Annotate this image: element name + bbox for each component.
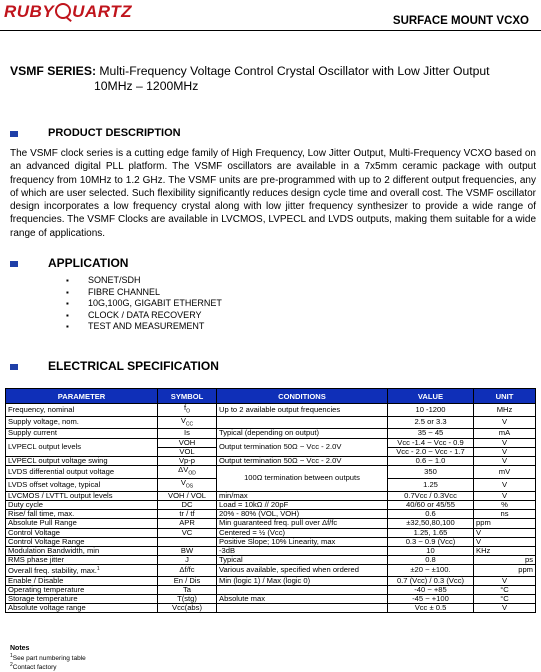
section-heading: APPLICATION [48,256,129,270]
table-cell: Positive Slope; 10% Linearity, max [217,537,388,546]
application-list [66,275,222,333]
table-cell: Overall freq. stability, max.$^1$ [6,565,158,576]
table-cell: V [474,438,536,447]
table-cell: V [474,457,536,466]
table-row [6,466,536,479]
table-cell: % [474,500,536,509]
table-cell: VOL [158,447,217,456]
table-cell: V [474,416,536,429]
table-row [6,556,536,565]
table-cell: Absolute max [217,594,388,603]
table-cell: DC [158,500,217,509]
table-cell: ±20 ~ ±100. [388,565,474,576]
section-bullet-icon [10,261,18,267]
header-title: SURFACE MOUNT VCXO [392,15,529,27]
table-row [6,457,536,466]
table-row [6,429,536,438]
table-cell: 40/60 or 45/55 [388,500,474,509]
table-cell: Supply voltage, nom. [6,416,158,429]
table-cell: T(stg) [158,594,217,603]
list-item: ▪ SONET/SDH [66,275,222,287]
table-cell: RMS phase jitter [6,556,158,565]
table-row [6,438,536,447]
table-cell: ps [474,556,536,565]
table-cell [217,585,388,594]
table-cell: APR [158,519,217,528]
column-header: UNIT [474,389,536,404]
table-cell: VOH [158,438,217,447]
table-cell: Absolute voltage range [6,604,158,613]
table-cell: VOH / VOL [158,491,217,500]
note-item: $^2$Contact factory [10,662,57,671]
table-cell: $\Delta V_{OD}$ [158,466,217,479]
table-cell: -40 ~ +85 [388,585,474,594]
ruby-quartz-logo: RUBY UARTZ [4,2,132,21]
table-row [6,510,536,519]
electrical-spec-table [5,388,536,613]
list-item: ▪ FIBRE CHANNEL [66,287,222,299]
table-cell: Centered = ½ (Vcc) [217,528,388,537]
table-cell: Control Voltage [6,528,158,537]
table-cell: Typical [217,556,388,565]
table-cell: Frequency, nominal [6,404,158,417]
table-row [6,576,536,585]
section-bullet-icon [10,364,18,370]
notes [10,645,86,672]
series-range: 10MHz – 1200MHz [94,79,199,93]
table-cell: 1.25 [388,478,474,491]
series-label: VSMF SERIES: [10,64,97,78]
table-cell: $f_O$ [158,404,217,417]
table-cell: LVDS offset voltage, typical [6,478,158,491]
section-application [10,256,128,270]
list-item: ▪ 10G,100G, GIGABIT ETHERNET [66,298,222,310]
table-cell: V [474,604,536,613]
table-cell: mA [474,429,536,438]
table-cell: 0.3 ~ 0.9 (Vcc) [388,537,474,546]
table-cell: V [474,491,536,500]
section-heading: ELECTRICAL SPECIFICATION [48,359,219,373]
table-cell: Storage temperature [6,594,158,603]
table-cell: LVDS differential output voltage [6,466,158,479]
table-cell: 10 -1200 [388,404,474,417]
table-cell: Enable / Disable [6,576,158,585]
section-product-description [10,127,181,139]
table-cell: ppm [474,519,536,528]
table-row [6,528,536,537]
table-cell: 0.7 (Vcc) / 0.3 (Vcc) [388,576,474,585]
table-row [6,519,536,528]
table-cell: Vp-p [158,457,217,466]
table-row [6,594,536,603]
list-item: ▪ TEST AND MEASUREMENT [66,321,222,333]
table-cell: mV [474,466,536,479]
table-cell: -45 ~ +100 [388,594,474,603]
table-cell: ±32,50,80,100 [388,519,474,528]
column-header: CONDITIONS [217,389,388,404]
table-cell: Various available, specified when ordered [217,565,388,576]
table-cell: $V_{OS}$ [158,478,217,491]
table-cell: Operating temperature [6,585,158,594]
table-cell: ns [474,510,536,519]
table-row [6,416,536,429]
table-cell: °C [474,594,536,603]
table-cell: V [474,478,536,491]
table-cell: 35 ~ 45 [388,429,474,438]
header-divider [0,30,541,31]
table-cell [158,537,217,546]
table-cell: Rise/ fall time, max. [6,510,158,519]
table-cell: VC [158,528,217,537]
table-cell: -3dB [217,546,388,555]
table-row [6,500,536,509]
table-cell: Ta [158,585,217,594]
table-cell: V [474,576,536,585]
table-row [6,565,536,576]
table-row [6,404,536,417]
table-row [6,546,536,555]
table-row [6,537,536,546]
table-cell: V [474,447,536,456]
table-cell: MHz [474,404,536,417]
table-cell: 0.7Vcc / 0.3Vcc [388,491,474,500]
table-cell: LVPECL output levels [6,438,158,456]
table-cell: 20% - 80% (VOL, VOH) [217,510,388,519]
table-cell: tr / tf [158,510,217,519]
table-cell: V [474,537,536,546]
table-cell: Control Voltage Range [6,537,158,546]
table-cell: LVCMOS / LVTTL output levels [6,491,158,500]
section-electrical-specification [10,359,219,373]
table-cell: 0.8 [388,556,474,565]
table-cell: 10 [388,546,474,555]
section-bullet-icon [10,131,18,137]
table-cell: Absolute Pull Range [6,519,158,528]
table-cell: Δf/fc [158,565,217,576]
column-header: VALUE [388,389,474,404]
table-cell: Vcc ± 0.5 [388,604,474,613]
table-cell: 0.6 [388,510,474,519]
table-cell: °C [474,585,536,594]
table-cell: 0.6 ~ 1.0 [388,457,474,466]
table-cell [217,604,388,613]
table-cell: J [158,556,217,565]
table-row [6,491,536,500]
notes-title: Notes [10,645,30,652]
table-cell: En / Dis [158,576,217,585]
table-cell: min/max [217,491,388,500]
q-ring-icon [55,3,71,19]
table-cell: Is [158,429,217,438]
table-cell: LVPECL output voltage swing [6,457,158,466]
table-cell: Min (logic 1) / Max (logic 0) [217,576,388,585]
table-row [6,585,536,594]
table-cell: 100Ω termination between outputs [217,466,388,491]
table-cell: Min guaranteed freq. pull over Δf/fc [217,519,388,528]
table-header-row [6,389,536,404]
series-title [10,64,490,94]
table-cell: KHz [474,546,536,555]
table-cell: $V_{CC}$ [158,416,217,429]
table-cell: Load = 10kΩ // 20pF [217,500,388,509]
section-heading: PRODUCT DESCRIPTION [48,127,181,139]
table-cell: BW [158,546,217,555]
table-cell: Modulation Bandwidth, min [6,546,158,555]
list-item: ▪ CLOCK / DATA RECOVERY [66,310,222,322]
table-cell: 1.25, 1.65 [388,528,474,537]
table-cell: Up to 2 available output frequencies [217,404,388,417]
table-cell: Duty cycle [6,500,158,509]
table-cell: V [474,528,536,537]
product-description-text: The VSMF clock series is a cutting edge family of High Frequency, Low Jitter Output, Multi-Frequency VCXO based on an advanced digital PLL platform. The VSMF oscillators are available in a 7x5mm ceramic package with output frequency from 10MHz to 1.2 GHz. The VSMF units are pre-programmed with up to 2 different output frequencies, any of which are user selected. Such flexibility significantly reduces design cycle time and overall cost. The VSMF oscillator design incorporates a low frequency crystal along with low jitter frequency synthesizer to provide a wide range of frequencies. The VSMF Clocks are available in LVCMOS, LVPECL and LVDS outputs, making them suitable for a wide range of applications. [10,148,536,239]
table-cell: Supply current [6,429,158,438]
table-cell [217,416,388,429]
table-cell: Vcc(abs) [158,604,217,613]
column-header: PARAMETER [6,389,158,404]
table-cell: 2.5 or 3.3 [388,416,474,429]
table-cell: Typical (depending on output) [217,429,388,438]
table-cell: ppm [474,565,536,576]
series-description: Multi-Frequency Voltage Control Crystal Oscillator with Low Jitter Output [99,64,490,78]
table-cell: Output termination 50Ω ~ Vcc - 2.0V [217,457,388,466]
table-cell: 350 [388,466,474,479]
table-cell: Vcc - 2.0 ~ Vcc - 1.7 [388,447,474,456]
note-item: $^1$See part numbering table [10,652,86,662]
column-header: SYMBOL [158,389,217,404]
page-header [0,0,541,40]
table-cell: Vcc -1.4 ~ Vcc - 0.9 [388,438,474,447]
table-row [6,604,536,613]
table-cell: Output termination 50Ω ~ Vcc - 2.0V [217,438,388,456]
